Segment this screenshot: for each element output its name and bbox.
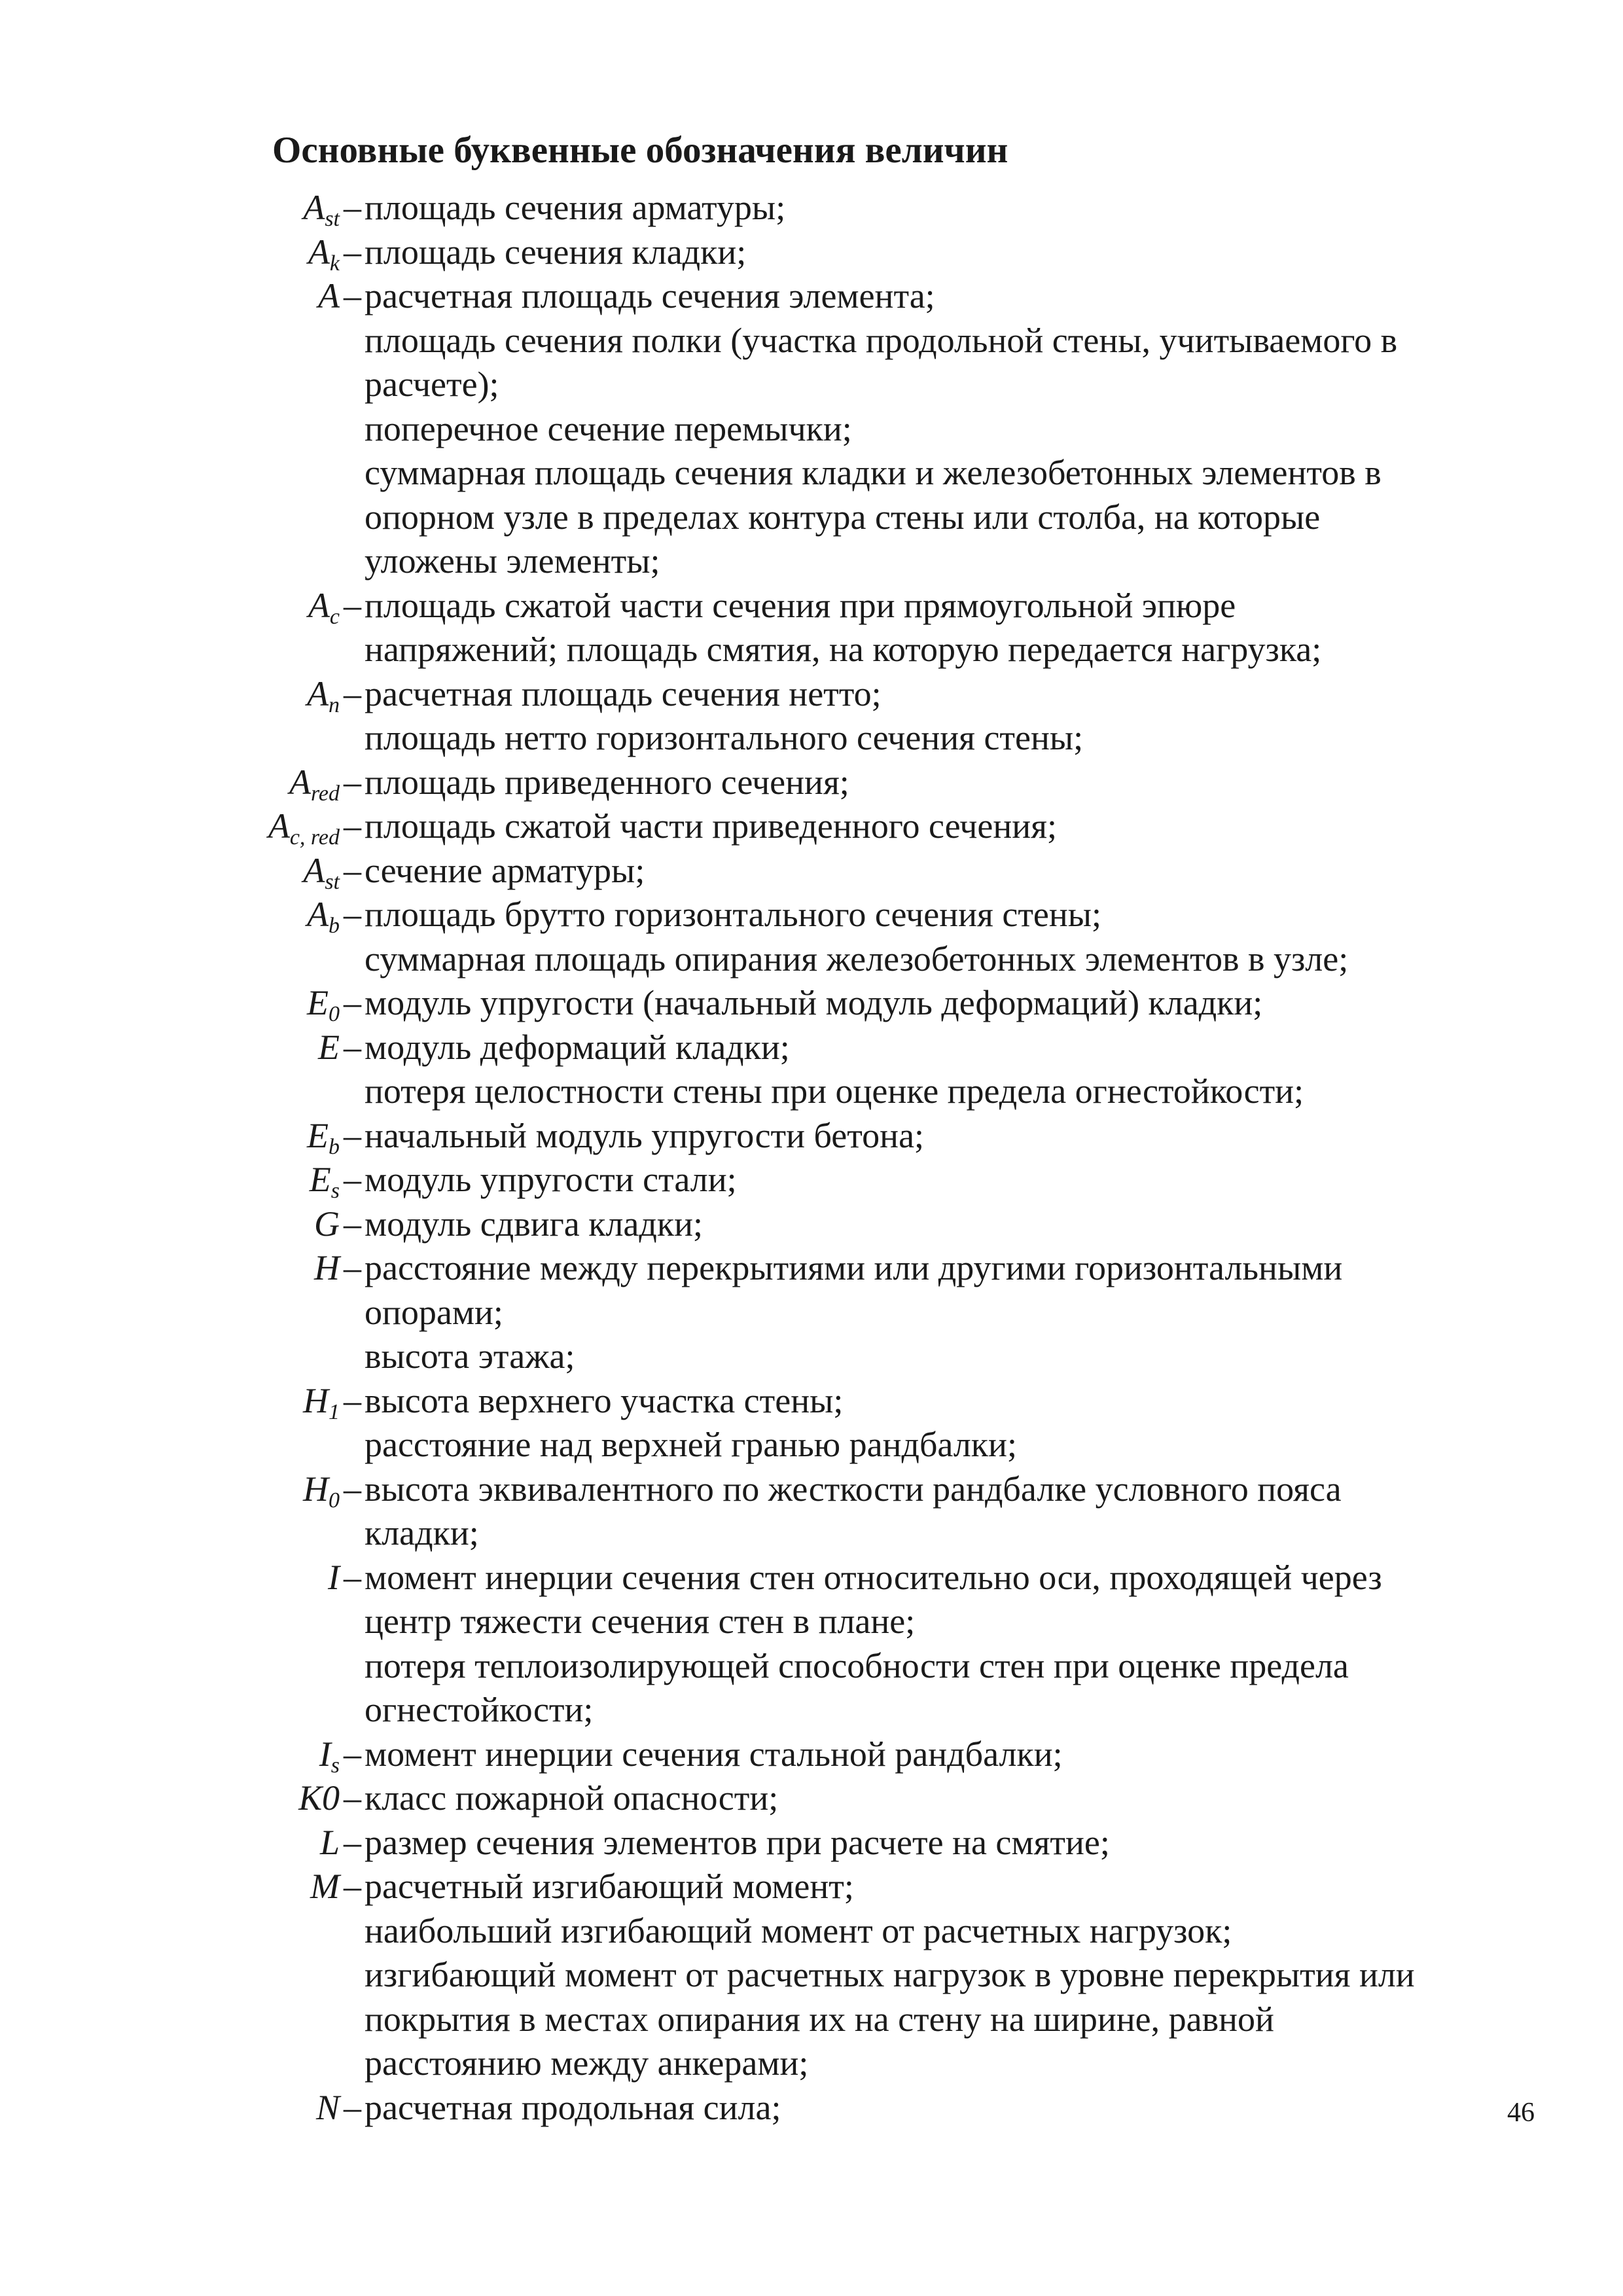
symbol-letter: A — [268, 806, 290, 846]
symbol-dash: – — [344, 585, 361, 625]
symbol-entry — [0, 849, 1623, 893]
symbol-letter: E — [318, 1027, 340, 1067]
definition-text: расчетная площадь сечения элемента; — [365, 276, 935, 315]
symbol-dash: – — [344, 983, 361, 1022]
symbol-subscript: st — [325, 207, 340, 231]
definitions — [365, 804, 1516, 849]
symbol-entry — [0, 1114, 1623, 1158]
symbol-subscript: b — [329, 1134, 340, 1159]
symbol — [316, 2086, 361, 2130]
symbol-dash: – — [344, 1204, 361, 1244]
definitions — [365, 230, 1516, 275]
symbol-dash: – — [344, 1160, 361, 1199]
symbol-subscript: 0 — [329, 1488, 340, 1513]
symbol — [307, 672, 361, 717]
symbol-dash: – — [344, 2087, 361, 2127]
symbol — [308, 584, 361, 628]
definition-text: расстояние между перекрытиями или другими горизонтальными опорами; — [365, 1248, 1343, 1332]
definitions — [365, 1202, 1516, 1247]
symbol-entry — [0, 893, 1623, 981]
symbol — [307, 981, 361, 1026]
definition-text: наибольший изгибающий момент от расчетных нагрузок; — [365, 1910, 1232, 1950]
symbol-dash: – — [344, 188, 361, 227]
definition-text: площадь приведенного сечения; — [365, 762, 849, 802]
symbol-dash: – — [344, 1248, 361, 1287]
definition-text: модуль упругости (начальный модуль деформаций) кладки; — [365, 983, 1263, 1022]
symbol-entry — [0, 2086, 1623, 2130]
definition-text: площадь сечения арматуры; — [365, 188, 786, 227]
symbol-subscript: c — [329, 604, 340, 629]
definition-text: расчетная продольная сила; — [365, 2087, 781, 2127]
symbol-dash: – — [344, 1867, 361, 1906]
symbol-entry — [0, 584, 1623, 672]
symbol-letter: I — [319, 1734, 331, 1774]
symbol-subscript: b — [329, 914, 340, 938]
definition-text: потеря теплоизолирующей способности стен при оценке предела огнестойкости; — [365, 1645, 1349, 1729]
definitions — [365, 1556, 1516, 1732]
definition-text: площадь нетто горизонтального сечения стены; — [365, 718, 1084, 757]
symbol-entry — [0, 274, 1623, 584]
symbol-letter: M — [310, 1867, 340, 1906]
symbol-entry — [0, 1158, 1623, 1202]
symbol-subscript: c, red — [289, 825, 340, 850]
definition-text: модуль сдвига кладки; — [365, 1204, 704, 1244]
symbol-subscript: n — [329, 692, 340, 717]
definition-text: момент инерции сечения стен относительно оси, проходящей через центр тяжести сечения стен в плане; — [365, 1557, 1382, 1641]
definition-text: суммарная площадь опирания железобетонных элементов в узле; — [365, 939, 1349, 978]
definition-text: высота эквивалентного по жесткости рандбалке условного пояса кладки; — [365, 1469, 1342, 1552]
symbol-dash: – — [344, 1027, 361, 1067]
symbol — [328, 1556, 361, 1600]
symbol-letter: A — [318, 276, 340, 315]
symbol-letter: A — [307, 895, 329, 934]
definition-text: сечение арматуры; — [365, 850, 645, 890]
symbol-subscript: k — [329, 251, 340, 276]
symbol-dash: – — [344, 762, 361, 802]
symbol — [320, 1821, 361, 1865]
symbol — [318, 1026, 361, 1070]
symbol-subscript: st — [325, 869, 340, 894]
definition-text: модуль упругости стали; — [365, 1160, 737, 1199]
symbol-letter: H — [303, 1380, 329, 1420]
definitions — [365, 186, 1516, 230]
symbol-letter: H — [303, 1469, 329, 1509]
symbol-dash: – — [344, 673, 361, 713]
symbol — [307, 893, 361, 937]
definitions — [365, 1467, 1516, 1556]
symbol — [298, 1776, 361, 1821]
definition-text: изгибающий момент от расчетных нагрузок в уровне перекрытия или покрытия в местах опирания их на стену на ширине, равной расстоянию между анкерами; — [365, 1955, 1415, 2083]
definitions — [365, 1158, 1516, 1202]
definitions — [365, 2086, 1516, 2130]
symbol-letter: A — [308, 585, 330, 625]
symbol-letter: L — [319, 1822, 340, 1862]
symbol-entry — [0, 230, 1623, 275]
symbol-dash: – — [344, 1557, 361, 1597]
symbol-entry — [0, 1732, 1623, 1777]
definition-text: размер сечения элементов при расчете на смятие; — [365, 1822, 1110, 1862]
symbol-dash: – — [344, 1778, 361, 1818]
definition-text: высота верхнего участка стены; — [365, 1380, 844, 1420]
symbol — [318, 274, 361, 319]
definitions — [365, 1379, 1516, 1467]
symbol — [314, 1246, 361, 1291]
definition-text: площадь сечения кладки; — [365, 232, 747, 272]
symbol-dash: – — [344, 895, 361, 934]
symbol — [319, 1732, 361, 1777]
definition-text: площадь сечения полки (участка продольной стены, учитываемого в расчете); — [365, 320, 1398, 404]
symbol-dash: – — [344, 1115, 361, 1155]
symbol-subscript: s — [330, 1179, 340, 1203]
symbol — [310, 1158, 361, 1202]
symbol-entry — [0, 672, 1623, 761]
symbol-dash: – — [344, 850, 361, 890]
definition-text: потеря целостности стены при оценке предела огнестойкости; — [365, 1071, 1304, 1111]
definitions — [365, 981, 1516, 1026]
symbol-letter: E — [307, 1115, 329, 1155]
symbol — [303, 1379, 361, 1424]
symbol-entry — [0, 1556, 1623, 1732]
symbol-subscript: 1 — [329, 1399, 340, 1424]
symbol-letter: A — [289, 762, 311, 802]
symbol — [303, 1467, 361, 1512]
symbol — [308, 230, 361, 275]
symbol-letter: G — [314, 1204, 340, 1244]
symbol-dash: – — [344, 806, 361, 846]
symbol-dash: – — [344, 1380, 361, 1420]
symbol — [268, 804, 361, 849]
definition-text: суммарная площадь сечения кладки и железобетонных элементов в опорном узле в пределах контура стены или столба, на которые уложены элементы; — [365, 453, 1382, 581]
definition-text: расстояние над верхней гранью рандбалки; — [365, 1425, 1017, 1464]
definitions — [365, 893, 1516, 981]
symbol-entry — [0, 981, 1623, 1026]
definitions — [365, 672, 1516, 761]
symbol-letter: E — [307, 983, 329, 1022]
definition-text: расчетный изгибающий момент; — [365, 1867, 854, 1906]
symbol-letter: A — [303, 850, 325, 890]
definition-text: модуль деформаций кладки; — [365, 1027, 790, 1067]
symbol-entry — [0, 761, 1623, 805]
symbol-dash: – — [344, 232, 361, 272]
symbol-entry — [0, 1776, 1623, 1821]
symbol-entry — [0, 1865, 1623, 2086]
symbol-entry — [0, 186, 1623, 230]
definitions — [365, 1865, 1516, 2086]
symbol-letter: I — [328, 1557, 340, 1597]
symbol-dash: – — [344, 276, 361, 315]
definition-text: площадь сжатой части сечения при прямоугольной эпюре напряжений; площадь смятия, на которую передается нагрузка; — [365, 585, 1322, 669]
symbol-entry — [0, 1467, 1623, 1556]
definition-text: площадь брутто горизонтального сечения стены; — [365, 895, 1102, 934]
page-number: 46 — [1507, 2098, 1535, 2128]
definitions — [365, 761, 1516, 805]
symbol-letter: H — [314, 1248, 340, 1287]
definitions — [365, 1114, 1516, 1158]
definitions — [365, 1026, 1516, 1114]
symbol-entry — [0, 1246, 1623, 1379]
symbol — [303, 186, 361, 230]
symbol-entry — [0, 1202, 1623, 1247]
symbol-letter: N — [315, 2087, 340, 2127]
definition-text: высота этажа; — [365, 1336, 575, 1376]
definitions — [365, 584, 1516, 672]
page-title: Основные буквенные обозначения величин — [272, 130, 1008, 171]
symbol-entry — [0, 804, 1623, 849]
definition-text: расчетная площадь сечения нетто; — [365, 673, 882, 713]
definition-text: начальный модуль упругости бетона; — [365, 1115, 925, 1155]
symbol — [310, 1865, 361, 1909]
symbol-dash: – — [344, 1469, 361, 1509]
symbol-subscript: 0 — [329, 1002, 340, 1026]
definition-text: поперечное сечение перемычки; — [365, 408, 852, 448]
definition-text: площадь сжатой части приведенного сечения; — [365, 806, 1058, 846]
definition-text: класс пожарной опасности; — [365, 1778, 779, 1818]
symbol-letter: A — [307, 673, 329, 713]
definitions — [365, 1821, 1516, 1865]
symbol-dash: – — [344, 1734, 361, 1774]
symbol-letter: К0 — [298, 1778, 340, 1818]
symbol — [303, 849, 361, 893]
symbol — [307, 1114, 361, 1158]
symbol-entry — [0, 1821, 1623, 1865]
symbol-entry — [0, 1026, 1623, 1114]
symbol-subscript: red — [310, 781, 340, 806]
definitions — [365, 274, 1516, 584]
symbol-letter: A — [308, 232, 330, 272]
symbol — [289, 761, 361, 805]
symbol-dash: – — [344, 1822, 361, 1862]
definitions — [365, 1246, 1516, 1379]
definitions — [365, 1732, 1516, 1777]
definition-text: момент инерции сечения стальной рандбалки; — [365, 1734, 1063, 1774]
symbol-letter: E — [309, 1160, 331, 1199]
definitions — [365, 849, 1516, 893]
symbol — [314, 1202, 361, 1247]
definitions — [365, 1776, 1516, 1821]
symbol-letter: A — [303, 188, 325, 227]
symbol-list — [0, 186, 1623, 2130]
symbol-entry — [0, 1379, 1623, 1467]
symbol-subscript: s — [330, 1753, 340, 1778]
